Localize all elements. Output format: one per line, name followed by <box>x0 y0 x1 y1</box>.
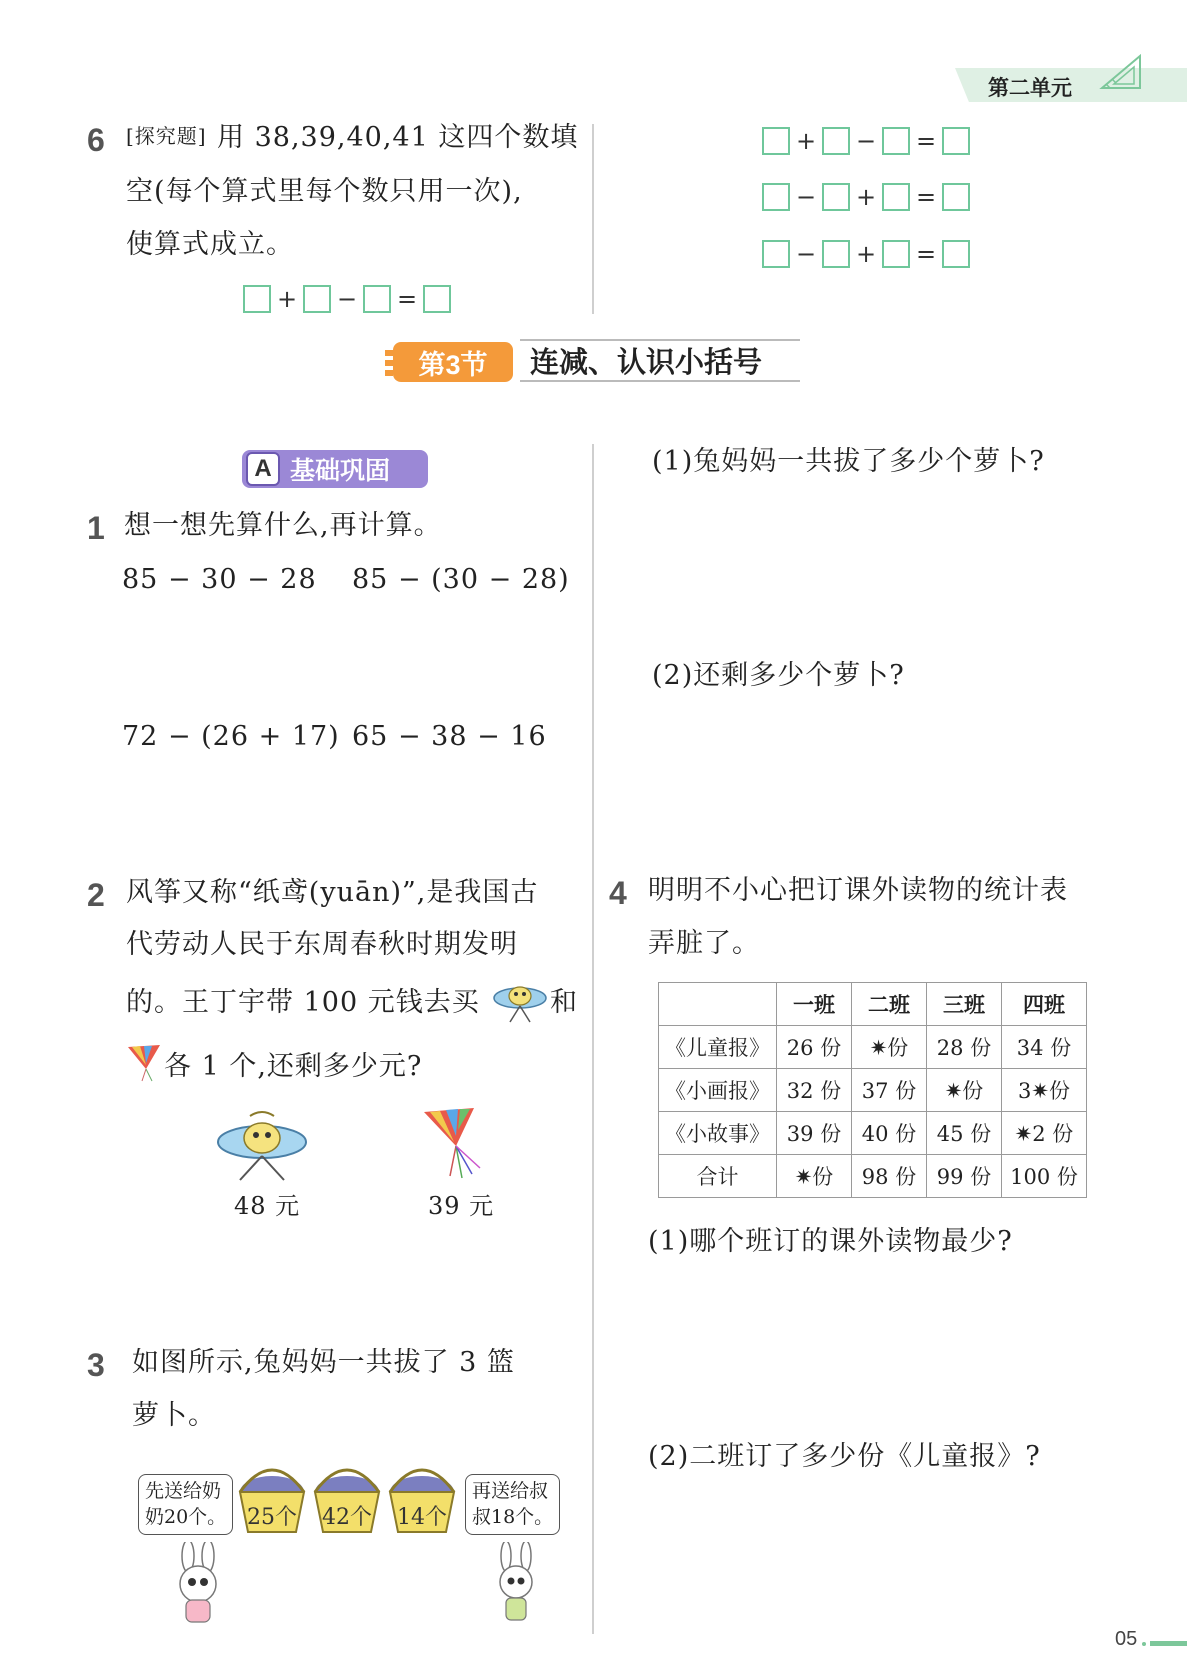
page-dot <box>1142 1642 1146 1646</box>
table-cell: 3✷份 <box>1002 1069 1087 1112</box>
part-a-badge <box>242 450 428 488</box>
operator: − <box>855 127 877 155</box>
operator: + <box>855 183 877 211</box>
answer-box[interactable] <box>762 183 790 211</box>
equation-row <box>243 285 451 313</box>
q1-text: 想一想先算什么,再计算。 <box>124 510 442 541</box>
section-badge: 第3节 <box>393 342 513 382</box>
answer-box[interactable] <box>882 183 910 211</box>
basket-count: 14个 <box>397 1505 447 1530</box>
table-row <box>659 1155 1087 1198</box>
table-cell: 45 份 <box>927 1112 1002 1155</box>
operator: + <box>795 127 817 155</box>
section-title: 连减、认识小括号 <box>520 339 800 382</box>
expression: 65 − 38 − 16 <box>352 721 547 752</box>
carrot-baskets <box>234 1458 460 1538</box>
swallow-kite-image <box>214 1108 310 1182</box>
column-divider <box>592 124 594 314</box>
bubble-text: 先送给奶 <box>145 1480 222 1502</box>
table-row <box>659 1026 1087 1069</box>
q4-text-line1: 明明不小心把订课外读物的统计表 <box>648 875 1068 906</box>
q6-text-line2: 空(每个算式里每个数只用一次), <box>126 176 523 207</box>
operator: − <box>795 240 817 268</box>
table-header-row <box>659 983 1087 1026</box>
question-tag: [探究题] <box>126 124 207 148</box>
unit-label: 第二单元 <box>988 77 1072 100</box>
q2-text-line4: 各 1 个,还剩多少元? <box>164 1051 423 1082</box>
table-cell: ✷2 份 <box>1002 1112 1087 1155</box>
answer-box[interactable] <box>942 127 970 155</box>
basket-count: 25个 <box>247 1505 297 1530</box>
q3-text-line2: 萝卜。 <box>132 1400 216 1431</box>
table-header-cell: 一班 <box>777 983 852 1026</box>
table-cell: 99 份 <box>927 1155 1002 1198</box>
table-cell: ✷份 <box>777 1155 852 1198</box>
reading-stats-table <box>658 982 1087 1198</box>
swallow-kite-icon <box>492 978 548 1024</box>
table-cell: ✷份 <box>927 1069 1002 1112</box>
operator: = <box>915 240 937 268</box>
speech-bubble-left <box>138 1474 233 1535</box>
answer-box[interactable] <box>882 127 910 155</box>
table-cell: 98 份 <box>852 1155 927 1198</box>
expression: 85 − 30 − 28 <box>122 564 317 595</box>
answer-box[interactable] <box>882 240 910 268</box>
question-number: 1 <box>87 510 105 546</box>
operator: + <box>276 285 298 313</box>
table-cell: 40 份 <box>852 1112 927 1155</box>
question-number: 2 <box>87 877 105 913</box>
q4-text-line2: 弄脏了。 <box>648 928 760 959</box>
table-header-cell: 四班 <box>1002 983 1087 1026</box>
table-cell: 26 份 <box>777 1026 852 1069</box>
ruler-triangle-icon <box>1098 54 1144 92</box>
operator: = <box>915 183 937 211</box>
basket <box>240 1470 304 1532</box>
table-cell: 39 份 <box>777 1112 852 1155</box>
q2-text-line3: 的。王丁宇带 100 元钱去买 <box>126 987 480 1018</box>
page-bar <box>1150 1641 1187 1646</box>
operator: + <box>855 240 877 268</box>
answer-box[interactable] <box>243 285 271 313</box>
table-row <box>659 1112 1087 1155</box>
basket <box>390 1470 454 1532</box>
table-cell: 《儿童报》 <box>659 1026 777 1069</box>
table-cell: ✷份 <box>852 1026 927 1069</box>
answer-box[interactable] <box>822 183 850 211</box>
table-cell: 28 份 <box>927 1026 1002 1069</box>
part-label: 基础巩固 <box>290 457 391 485</box>
answer-box[interactable] <box>363 285 391 313</box>
operator: = <box>396 285 418 313</box>
rabbit-icon <box>166 1542 230 1626</box>
striped-kite-icon <box>126 1043 162 1083</box>
q3-subquestion-1: (1)兔妈妈一共拔了多少个萝卜? <box>652 446 1045 477</box>
answer-box[interactable] <box>762 127 790 155</box>
bubble-text: 再送给叔 <box>472 1480 549 1502</box>
expression: 85 − (30 − 28) <box>352 564 570 595</box>
answer-box[interactable] <box>762 240 790 268</box>
table-row <box>659 1069 1087 1112</box>
q2-text-line2: 代劳动人民于东周春秋时期发明 <box>126 929 518 960</box>
basket <box>315 1470 379 1532</box>
answer-box[interactable] <box>423 285 451 313</box>
table-cell: 37 份 <box>852 1069 927 1112</box>
q3-subquestion-2: (2)还剩多少个萝卜? <box>652 660 905 691</box>
table-header-cell: 二班 <box>852 983 927 1026</box>
table-cell: 100 份 <box>1002 1155 1087 1198</box>
operator: = <box>915 127 937 155</box>
expression: 72 − (26 + 17) <box>122 721 340 752</box>
operator: − <box>795 183 817 211</box>
q4-subquestion-1: (1)哪个班订的课外读物最少? <box>648 1226 1013 1257</box>
rabbit-icon <box>488 1542 544 1624</box>
answer-box[interactable] <box>303 285 331 313</box>
answer-box[interactable] <box>822 240 850 268</box>
question-number: 3 <box>87 1347 105 1383</box>
table-header-cell: 三班 <box>927 983 1002 1026</box>
basket-count: 42个 <box>322 1505 372 1530</box>
question-number: 4 <box>609 875 627 911</box>
q6-text-line3: 使算式成立。 <box>126 229 294 260</box>
q2-text-line1: 风筝又称“纸鸢(yuān)”,是我国古 <box>126 877 539 908</box>
bubble-text: 叔18个。 <box>472 1505 554 1528</box>
table-cell: 《小画报》 <box>659 1069 777 1112</box>
table-cell: 合计 <box>659 1155 777 1198</box>
price-label: 39 元 <box>428 1192 495 1220</box>
page-number: 05 <box>1115 1628 1138 1650</box>
column-divider <box>592 444 594 1634</box>
q4-subquestion-2: (2)二班订了多少份《儿童报》? <box>648 1441 1041 1472</box>
equation-row <box>762 240 970 268</box>
speech-bubble-right <box>465 1474 560 1535</box>
table-cell: 32 份 <box>777 1069 852 1112</box>
question-number: 6 <box>87 122 105 158</box>
answer-box[interactable] <box>942 183 970 211</box>
part-letter: A <box>246 452 280 486</box>
equation-row <box>762 127 970 155</box>
equation-row <box>762 183 970 211</box>
q6-text-line1: 用 38,39,40,41 这四个数填 <box>217 122 579 153</box>
table-cell: 《小故事》 <box>659 1112 777 1155</box>
price-label: 48 元 <box>234 1192 301 1220</box>
answer-box[interactable] <box>942 240 970 268</box>
operator: − <box>336 285 358 313</box>
q3-text-line1: 如图所示,兔妈妈一共拔了 3 篮 <box>132 1347 515 1378</box>
table-cell: 34 份 <box>1002 1026 1087 1069</box>
answer-box[interactable] <box>822 127 850 155</box>
table-header-cell <box>659 983 777 1026</box>
q2-text-and: 和 <box>550 987 578 1018</box>
bubble-text: 奶20个。 <box>145 1505 227 1528</box>
striped-kite-image <box>420 1106 486 1180</box>
